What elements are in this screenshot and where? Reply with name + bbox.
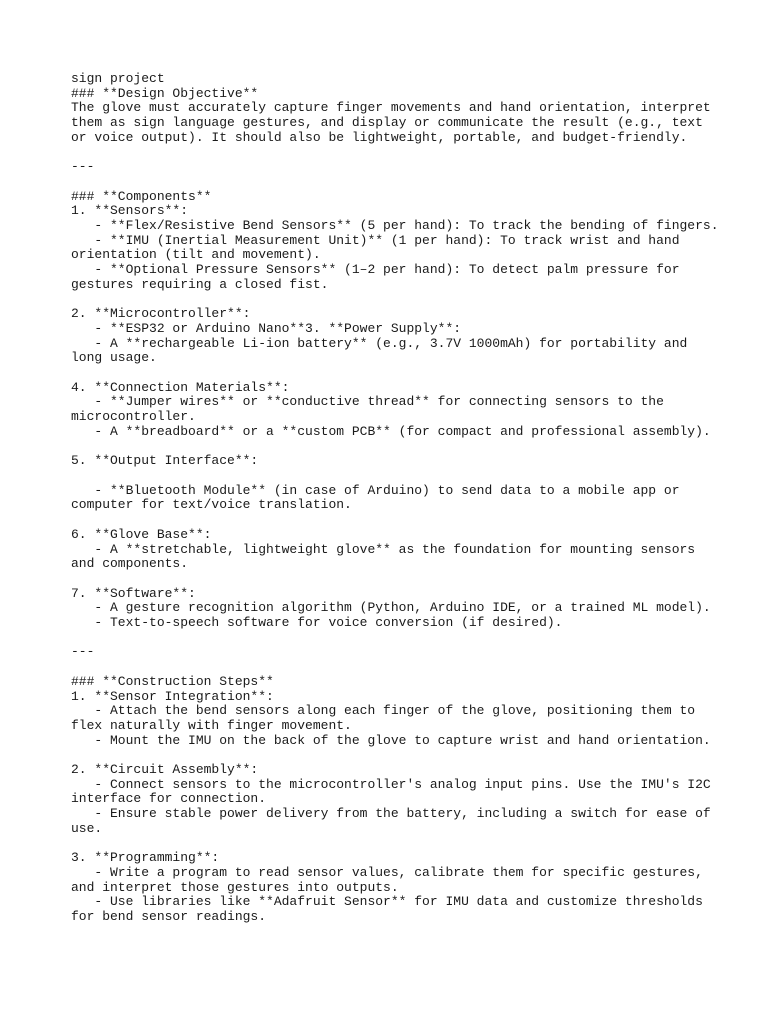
- document-text: sign project ### **Design Objective** The glove must accurately capture finger movements and hand orientation, interpret them as sign language gestures, and display or communicate the result (e.g., text or voice output). It should also be lightweight, portable, and budget-friendly. --- ### **Components** 1. **Sensors**: - **Flex/Resistive Bend Sensors** (5 per hand): To track the bending of fingers. - **IMU (Inertial Measurement Unit)** (1 per hand): To track wrist and hand orientation (tilt and movement). - **Optional Pressure Sensors** (1–2 per hand): To detect palm pressure for gestures requiring a closed fist. 2. **Microcontroller**: - **ESP32 or Arduino Nano**3. **Power Supply**: - A **rechargeable Li-ion battery** (e.g., 3.7V 1000mAh) for portability and long usage. 4. **Connection Materials**: - **Jumper wires** or **conductive thread** for connecting sensors to the microcontroller. - A **breadboard** or a **custom PCB** (for compact and professional assembly). 5. **Output Interface**: - **Bluetooth Module** (in case of Arduino) to send data to a mobile app or computer for text/voice translation. 6. **Glove Base**: - A **stretchable, lightweight glove** as the foundation for mounting sensors and components. 7. **Software**: - A gesture recognition algorithm (Python, Arduino IDE, or a trained ML model). - Text-to-speech software for voice conversion (if desired). --- ### **Construction Steps** 1. **Sensor Integration**: - Attach the bend sensors along each finger of the glove, positioning them to flex naturally with finger movement. - Mount the IMU on the back of the glove to capture wrist and hand orientation. 2. **Circuit Assembly**: - Connect sensors to the microcontroller's analog input pins. Use the IMU's I2C interface for connection. - Ensure stable power delivery from the battery, including a switch for ease of use. 3. **Programming**: - Write a program to read sensor values, calibrate them for specific gestures, and interpret those gestures into outputs. - Use libraries like **Adafruit Sensor** for IMU data and customize thresholds for bend sensor readings.: [71, 71, 719, 925]
- document-page: [71, 72, 751, 925]
